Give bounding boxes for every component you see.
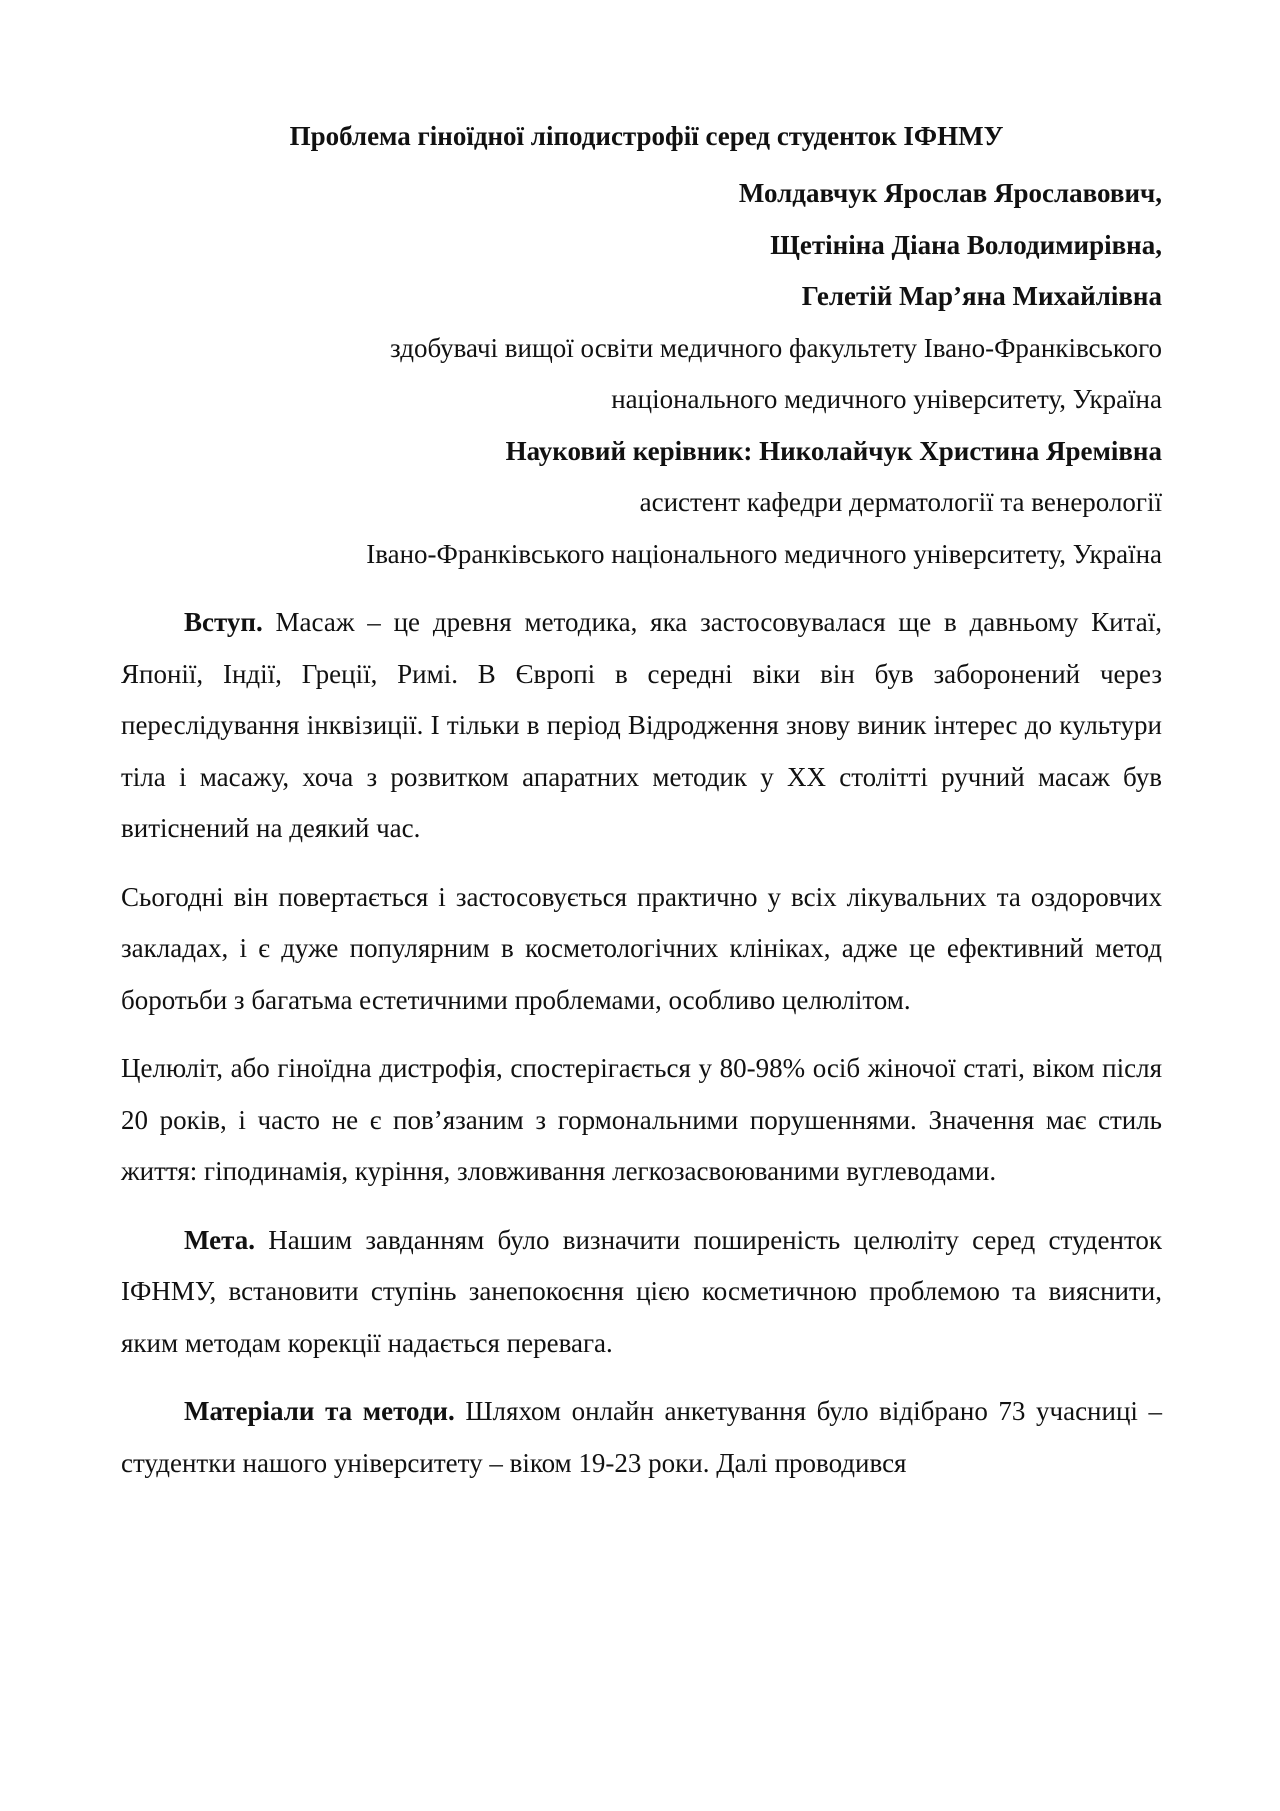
aim-paragraph [121,1215,1162,1370]
aim-label: Мета. [184,1224,255,1255]
paragraph-3: Целюліт, або гіноїдна дистрофія, спостерігається у 80-98% осіб жіночої статі, віком після 20 років, і часто не є пов’язаним з гормональними порушеннями. Значення має стиль життя: гіподинамія, куріння, зловживання легкозасвоюваними вуглеводами. [121,1053,1162,1186]
intro-label: Вступ. [184,607,263,637]
methods-paragraph [121,1386,1162,1489]
methods-text: Шляхом онлайн анкетування було відібрано 73 учасниці – студентки нашого університету – віком 19-23 роки. Далі проводився [121,1396,1162,1478]
author-2: Щетініна Діана Володимирівна, [770,229,1162,260]
supervisor-affiliation-2: Івано-Франківського національного медичного університету, Україна [366,538,1162,569]
supervisor: Науковий керівник: Николайчук Христина Яремівна [505,435,1162,466]
intro-paragraph [121,597,1162,855]
affiliation-line-1: здобувачі вищої освіти медичного факультету Івано-Франківського [390,332,1162,363]
author-1: Молдавчук Ярослав Ярославович, [738,178,1162,208]
document-title: Проблема гіноїдної ліподистрофії серед студенток ІФНМУ [289,121,1004,151]
methods-label: Матеріали та методи. [184,1396,455,1426]
paragraph-2: Сьогодні він повертається і застосовується практично у всіх лікувальних та оздоровчих закладах, і є дуже популярним в косметологічних клініках, адже це ефективний метод боротьби з багатьма естетичними проблемами, особливо целюлітом. [121,881,1162,1015]
affiliation-line-2: національного медичного університету, Україна [611,384,1162,414]
header-block [121,168,1162,580]
aim-text: Нашим завданням було визначити поширеність целюліту серед студенток ІФНМУ, встановити ступінь занепокоєння цією косметичною проблемою та вияснити, яким методам корекції надається перевага. [121,1224,1162,1358]
author-3: Гелетій Мар’яна Михайлівна [801,281,1162,311]
intro-text: Масаж – це древня методика, яка застосовувалася ще в давньому Китаї, Японії, Індії, Греції, Римі. В Європі в середні віки він був заборонений через переслідування інквізиції. І тільки в період Відродження знову виник інтерес до культури тіла і масажу, хоча з розвитком апаратних методик у XX столітті ручний масаж був витіснений на деякий час. [121,607,1162,843]
supervisor-affiliation-1: асистент кафедри дерматології та венерології [639,487,1162,517]
